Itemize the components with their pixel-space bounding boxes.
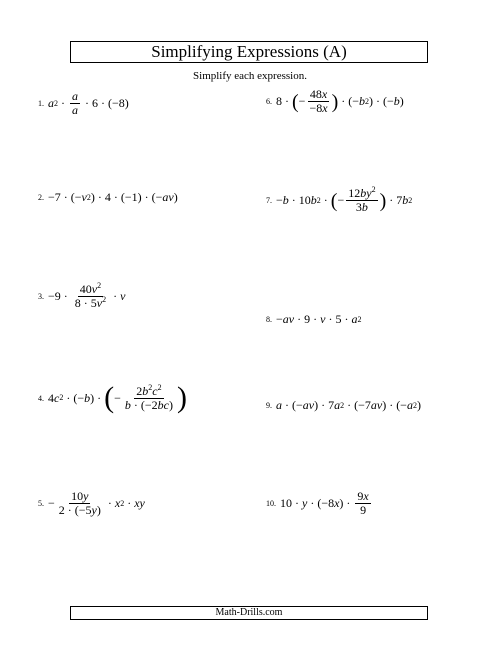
expression: 4 c 2 · (− b ) · ( − $\frac{2b^2c^2}{b \cdot (-2bc)}$ ) (48, 381, 187, 414)
expression: −9 · $\frac{40v^2}{8 \cdot 5v^2}$ · v (48, 281, 126, 310)
worksheet-title: Simplifying Expressions (A) (70, 41, 428, 63)
problem-8 (266, 312, 361, 327)
expression: − av · 9 · v · 5 · a 2 (276, 312, 362, 326)
problem-5 (38, 490, 145, 517)
expression: −7 · (− v 2 ) · 4 · (−1) · (− av ) (48, 190, 178, 204)
expression: 8 · ( − $\frac{48x}{-8x}$ ) · (− b 2 ) · (− b ) (276, 87, 404, 115)
problem-1 (38, 90, 129, 117)
expression: 10 · y · (−8 x ) · $\frac{9x}{9}$ (280, 489, 369, 517)
problem-6 (266, 88, 404, 115)
problem-number: 6. (266, 97, 272, 106)
footer-site: Math-Drills.com (70, 606, 428, 620)
problem-number: 2. (38, 193, 44, 202)
problem-4 (38, 383, 187, 413)
problem-3 (38, 283, 125, 310)
problem-number: 7. (266, 196, 272, 205)
problem-9 (266, 398, 421, 413)
problem-7 (266, 187, 412, 214)
problem-number: 9. (266, 401, 272, 410)
instruction-text: Simplify each expression. (193, 70, 307, 82)
expression: − b · 10 b 2 · ( − $\frac{12by^2}{3b}$ ) · 7 b 2 (276, 185, 413, 214)
problem-number: 5. (38, 499, 44, 508)
problem-2 (38, 190, 178, 205)
problem-number: 8. (266, 315, 272, 324)
problem-10 (266, 490, 373, 517)
expression: − $\frac{10y}{2 \cdot (-5y)}$ · x 2 · xy (48, 489, 145, 517)
problem-number: 3. (38, 292, 44, 301)
problem-number: 1. (38, 99, 44, 108)
expression: a · (− av ) · 7 a 2 · (−7 av ) · (− a 2 ) (276, 398, 421, 412)
expression: a 2 · $\frac{a}{a}$ · 6 · (−8) (48, 89, 129, 117)
problem-number: 4. (38, 393, 44, 403)
problem-number: 10. (266, 499, 276, 508)
